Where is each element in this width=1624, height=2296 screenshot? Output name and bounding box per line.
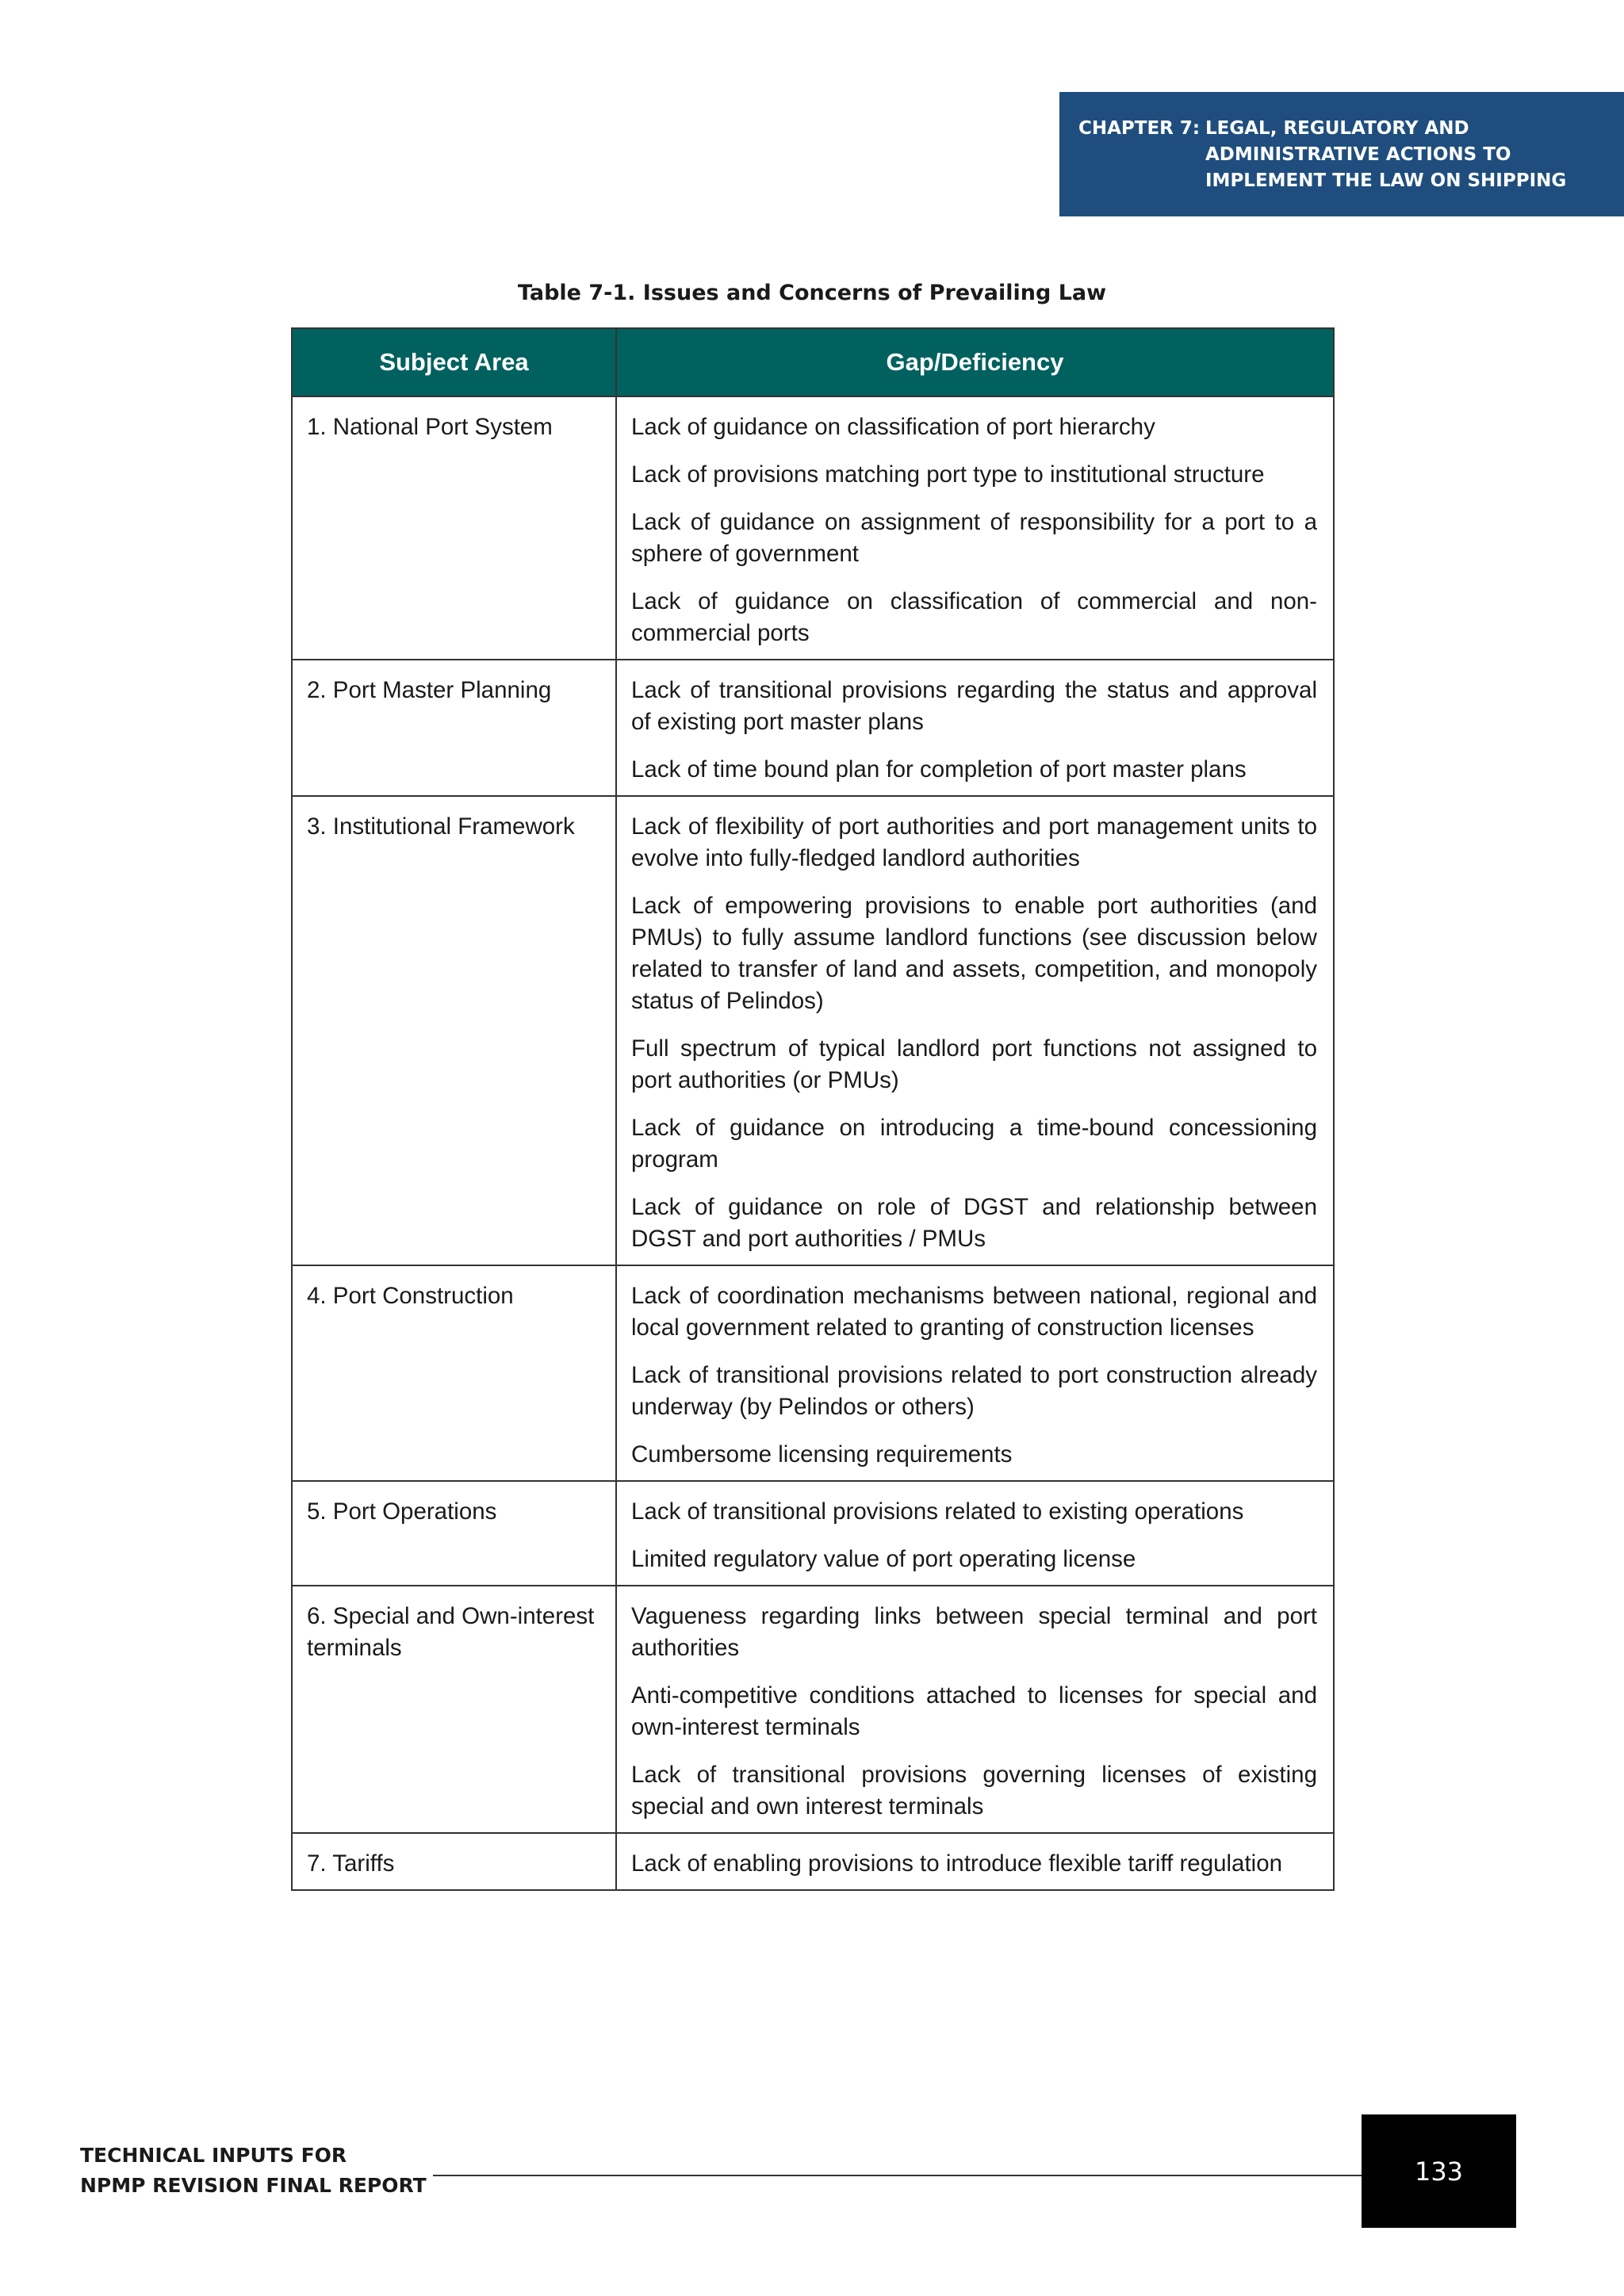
chapter-label: CHAPTER 7: xyxy=(1078,118,1201,139)
gap-item: Lack of coordination mechanisms between national, regional and local government related to granting of construction licenses xyxy=(631,1283,1317,1341)
chapter-title-line: ADMINISTRATIVE ACTIONS TO xyxy=(1205,144,1511,165)
gap-item: Limited regulatory value of port operating license xyxy=(631,1546,1136,1572)
gap-item: Lack of transitional provisions regarding the status and approval of existing port master plans xyxy=(631,677,1317,735)
table-row xyxy=(292,1586,1334,1833)
subject-area-cell: 4. Port Construction xyxy=(292,1265,616,1481)
footer-report-title xyxy=(80,2141,427,2201)
chapter-title-line: LEGAL, REGULATORY AND xyxy=(1205,118,1469,139)
gap-deficiency-cell xyxy=(616,1586,1334,1833)
gap-item: Lack of empowering provisions to enable port authorities (and PMUs) to fully assume landlord functions (see discussion below related to transfer of land and assets, competition, and monopoly status of Pelindos) xyxy=(631,893,1317,1014)
column-header-gap-deficiency: Gap/Deficiency xyxy=(616,328,1334,396)
gap-deficiency-cell xyxy=(616,796,1334,1265)
gap-item: Lack of time bound plan for completion of port master plans xyxy=(631,756,1247,783)
gap-item: Lack of guidance on classification of port hierarchy xyxy=(631,414,1155,440)
gap-item: Lack of guidance on role of DGST and relationship between DGST and port authorities / PMUs xyxy=(631,1194,1317,1252)
gap-item: Lack of flexibility of port authorities and port management units to evolve into fully-fledged landlord authorities xyxy=(631,813,1317,871)
footer-divider xyxy=(433,2175,1362,2176)
gap-item: Lack of provisions matching port type to institutional structure xyxy=(631,461,1265,488)
table-row xyxy=(292,1833,1334,1890)
gap-item: Lack of transitional provisions related to existing operations xyxy=(631,1498,1244,1525)
gap-deficiency-cell xyxy=(616,1833,1334,1890)
gap-deficiency-cell xyxy=(616,1481,1334,1586)
subject-area-cell: 6. Special and Own-interest terminals xyxy=(292,1586,616,1833)
table-body xyxy=(292,396,1334,1890)
table-row xyxy=(292,796,1334,1265)
chapter-title xyxy=(1205,116,1624,216)
issues-table xyxy=(291,327,1335,1891)
table-header-row xyxy=(292,328,1334,396)
gap-item: Lack of guidance on assignment of responsibility for a port to a sphere of government xyxy=(631,509,1317,567)
gap-item: Lack of transitional provisions related to port construction already underway (by Pelindos or others) xyxy=(631,1362,1317,1420)
gap-item: Cumbersome licensing requirements xyxy=(631,1441,1013,1468)
gap-item: Lack of guidance on introducing a time-bound concessioning program xyxy=(631,1115,1317,1173)
gap-item: Full spectrum of typical landlord port functions not assigned to port authorities (or PMUs) xyxy=(631,1035,1317,1093)
subject-area-cell: 7. Tariffs xyxy=(292,1833,616,1890)
table-row xyxy=(292,660,1334,796)
gap-item: Vagueness regarding links between special terminal and port authorities xyxy=(631,1603,1317,1661)
gap-deficiency-cell xyxy=(616,396,1334,660)
table-row xyxy=(292,1481,1334,1586)
subject-area-cell: 3. Institutional Framework xyxy=(292,796,616,1265)
chapter-header xyxy=(1059,92,1624,216)
table-row xyxy=(292,396,1334,660)
subject-area-cell: 1. National Port System xyxy=(292,396,616,660)
gap-item: Lack of enabling provisions to introduce flexible tariff regulation xyxy=(631,1850,1283,1877)
footer-line: NPMP REVISION FINAL REPORT xyxy=(80,2174,427,2197)
gap-deficiency-cell xyxy=(616,660,1334,796)
column-header-subject-area: Subject Area xyxy=(292,328,616,396)
gap-item: Lack of guidance on classification of commercial and non-commercial ports xyxy=(631,588,1317,646)
subject-area-cell: 2. Port Master Planning xyxy=(292,660,616,796)
gap-item: Anti-competitive conditions attached to licenses for special and own-interest terminals xyxy=(631,1682,1317,1740)
table-row xyxy=(292,1265,1334,1481)
footer-line: TECHNICAL INPUTS FOR xyxy=(80,2144,347,2167)
gap-item: Lack of transitional provisions governing licenses of existing special and own interest terminals xyxy=(631,1762,1317,1820)
table-caption: Table 7-1. Issues and Concerns of Prevailing Law xyxy=(517,281,1107,305)
chapter-title-line: IMPLEMENT THE LAW ON SHIPPING xyxy=(1205,170,1567,191)
page-number: 133 xyxy=(1362,2114,1516,2228)
gap-deficiency-cell xyxy=(616,1265,1334,1481)
subject-area-cell: 5. Port Operations xyxy=(292,1481,616,1586)
